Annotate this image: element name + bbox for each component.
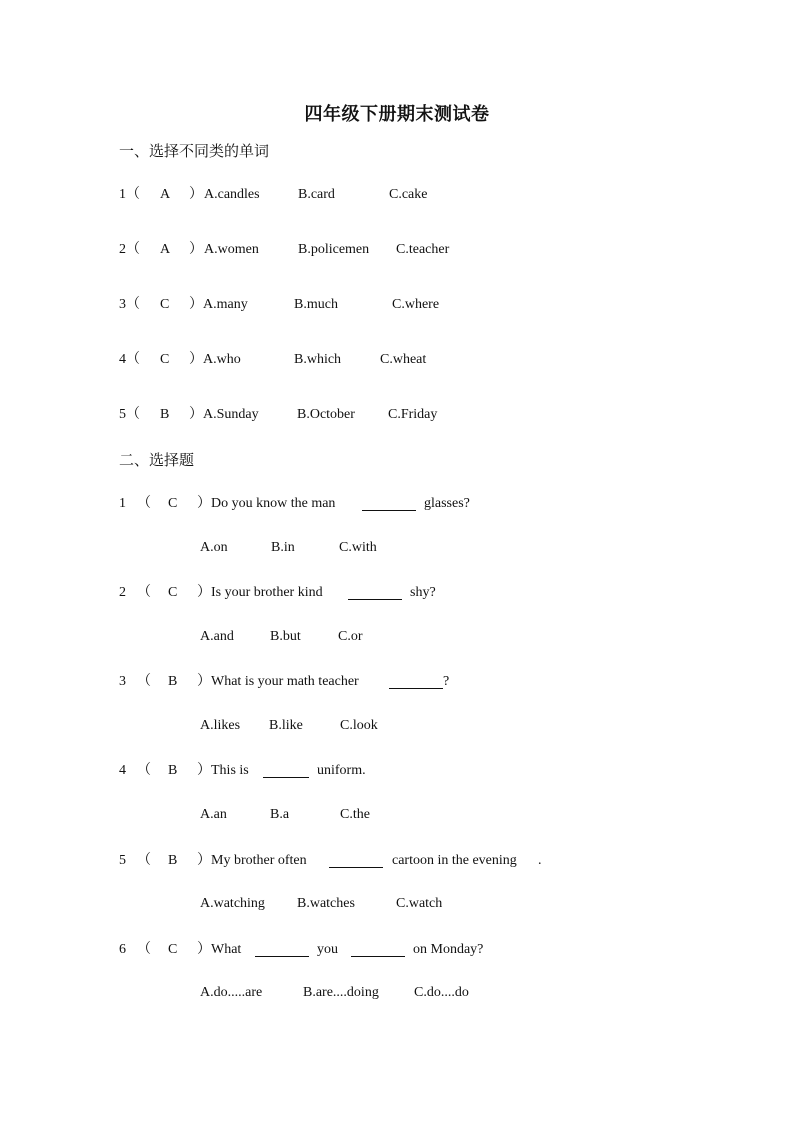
close-paren: ） (197, 496, 211, 511)
question-number: 4（ (119, 352, 140, 367)
answer: B (168, 853, 178, 868)
answer-blank (329, 855, 383, 868)
option-a: A.do.....are (200, 985, 263, 1000)
option-c: C.wheat (380, 352, 427, 367)
question-text-mid: you (317, 942, 338, 957)
section1-heading: 一、选择不同类的单词 (119, 142, 270, 160)
question-text: What is your math teacher (211, 674, 359, 689)
close-paren: ） (189, 187, 203, 202)
option-a: A.women (204, 242, 259, 257)
answer: C (160, 352, 170, 367)
question-number: 3 (119, 674, 126, 689)
option-a: A.candles (204, 187, 260, 202)
answer: A (160, 187, 171, 202)
close-paren: ） (197, 585, 211, 600)
option-a: A.likes (200, 718, 241, 733)
option-a: A.watching (200, 896, 265, 911)
answer-blank (362, 498, 416, 511)
open-paren: （ (137, 763, 151, 778)
question-number: 5（ (119, 407, 140, 422)
question-text-end: on Monday? (413, 942, 484, 957)
option-b: B.much (294, 297, 338, 312)
question-text: This is (211, 763, 249, 778)
close-paren: ） (197, 853, 211, 868)
question-text-mid: cartoon in the evening (392, 853, 517, 868)
option-a: A.an (200, 807, 227, 822)
open-paren: （ (137, 496, 151, 511)
question-number: 2 (119, 585, 126, 600)
question-text: What (211, 942, 242, 957)
answer: B (160, 407, 170, 422)
option-c: C.where (392, 297, 440, 312)
question-number: 6 (119, 942, 126, 957)
section2-heading: 二、选择题 (119, 451, 195, 469)
answer: C (168, 942, 178, 957)
answer-blank-2 (351, 944, 405, 957)
option-a: A.on (200, 540, 228, 555)
question-number: 4 (119, 763, 126, 778)
option-c: C.or (338, 629, 363, 644)
question-text-end: ? (443, 674, 450, 689)
open-paren: （ (137, 674, 151, 689)
question-text: Is your brother kind (211, 585, 323, 600)
option-b: B.a (270, 807, 290, 822)
option-b: B.which (294, 352, 342, 367)
question-text-end: . (538, 853, 542, 868)
question-number: 1 (119, 496, 126, 511)
option-b: B.watches (297, 896, 355, 911)
open-paren: （ (137, 853, 151, 868)
option-c: C.cake (389, 187, 428, 202)
answer-blank (263, 765, 309, 778)
close-paren: ） (197, 942, 211, 957)
option-c: C.teacher (396, 242, 450, 257)
option-c: C.do....do (414, 985, 469, 1000)
close-paren: ） (189, 297, 203, 312)
answer: B (168, 674, 178, 689)
question-text-end: uniform. (317, 763, 366, 778)
question-number: 1（ (119, 187, 140, 202)
answer-blank-1 (255, 944, 309, 957)
option-b: B.policemen (298, 242, 370, 257)
answer: A (160, 242, 171, 257)
answer-blank (348, 587, 402, 600)
option-a: A.who (203, 352, 241, 367)
option-a: A.many (203, 297, 248, 312)
close-paren: ） (189, 407, 203, 422)
answer-blank (389, 676, 443, 689)
answer: B (168, 763, 178, 778)
option-a: A.and (200, 629, 234, 644)
option-c: C.the (340, 807, 370, 822)
option-c: C.watch (396, 896, 443, 911)
question-number: 3（ (119, 297, 140, 312)
open-paren: （ (137, 585, 151, 600)
question-text-end: shy? (410, 585, 436, 600)
option-c: C.Friday (388, 407, 438, 422)
open-paren: （ (137, 942, 151, 957)
question-text: Do you know the man (211, 496, 336, 511)
option-c: C.with (339, 540, 377, 555)
option-b: B.card (298, 187, 335, 202)
option-b: B.but (270, 629, 301, 644)
answer: C (168, 496, 178, 511)
option-c: C.look (340, 718, 378, 733)
option-b: B.October (297, 407, 355, 422)
option-b: B.in (271, 540, 295, 555)
close-paren: ） (197, 674, 211, 689)
question-number: 2（ (119, 242, 140, 257)
option-b: B.are....doing (303, 985, 379, 1000)
page-title: 四年级下册期末测试卷 (304, 104, 490, 125)
question-text: My brother often (211, 853, 307, 868)
answer: C (160, 297, 170, 312)
close-paren: ） (189, 242, 203, 257)
close-paren: ） (197, 763, 211, 778)
question-text-end: glasses? (424, 496, 470, 511)
question-number: 5 (119, 853, 126, 868)
option-b: B.like (269, 718, 303, 733)
close-paren: ） (189, 352, 203, 367)
option-a: A.Sunday (203, 407, 259, 422)
answer: C (168, 585, 178, 600)
